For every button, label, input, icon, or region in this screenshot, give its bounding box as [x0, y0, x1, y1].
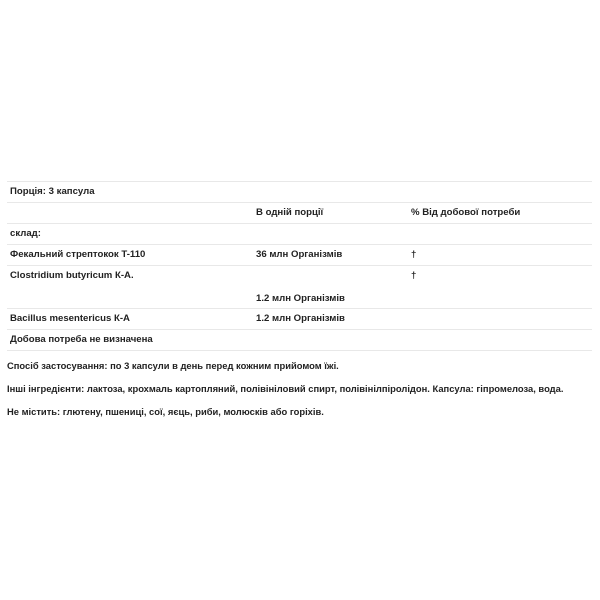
table-row	[7, 244, 592, 265]
table-header-row	[7, 202, 592, 223]
ingredient-amount: 1.2 млн Організмів	[256, 293, 345, 304]
other-ingredients: Інші інгредієнти: лактоза, крохмаль картопляний, полівініловий спирт, полівінілпіролідон. Капсула: гіпромелоза, вода.	[7, 383, 564, 394]
header-amount-per-serving: В одній порції	[256, 207, 324, 218]
ingredient-daily-value: †	[411, 249, 417, 260]
usage-instructions: Спосіб застосування: по 3 капсули в день перед кожним прийомом їжі.	[7, 360, 339, 371]
header-daily-value: % Від добової потреби	[411, 207, 521, 218]
ingredient-name: Clostridium butyricum К-А.	[10, 270, 134, 281]
ingredient-amount: 36 млн Організмів	[256, 249, 343, 260]
serving-size-label: Порція: 3 капсула	[10, 186, 95, 197]
ingredient-name: Фекальний стрептокок T-110	[10, 249, 146, 260]
ingredient-daily-value: †	[411, 270, 417, 281]
allergen-free-statement: Не містить: глютену, пшениці, сої, яєць, риби, молюсків або горіхів.	[7, 406, 324, 417]
table-row	[7, 308, 592, 329]
ingredient-amount: 1.2 млн Організмів	[256, 313, 345, 324]
composition-label: склад:	[10, 228, 41, 239]
supplement-facts-table	[7, 181, 592, 351]
section-label-row	[7, 223, 592, 244]
serving-size-row	[7, 181, 592, 202]
table-row	[7, 265, 592, 308]
ingredient-name: Bacillus mesentericus К-А	[10, 313, 130, 324]
product-notes	[7, 360, 563, 429]
footnote-row	[7, 329, 592, 351]
daily-value-footnote: Добова потреба не визначена	[10, 334, 153, 345]
